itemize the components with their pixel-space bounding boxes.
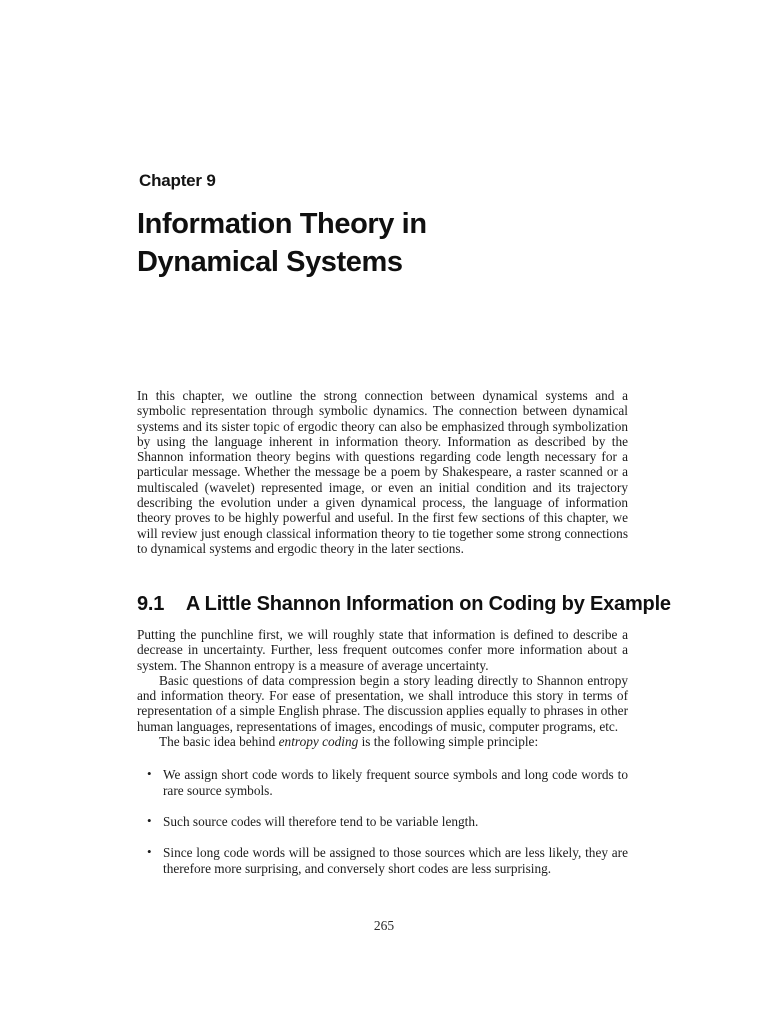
entropy-line-suffix: is the following simple principle: — [358, 734, 539, 750]
chapter-title-line2: Dynamical Systems — [137, 246, 403, 278]
paragraph-basic-questions: Basic questions of data compression begin a story leading directly to Shannon entropy and information theory. For ease of presentation, we shall introduce this story in terms of representation of a simple English phrase. The discussion applies equally to phrases in other human languages, representations of images, encodings of music, computer programs, etc. — [137, 672, 628, 734]
paragraph-entropy-coding — [137, 734, 628, 749]
chapter-label: Chapter 9 — [139, 171, 216, 190]
page-number: 265 — [373, 918, 395, 933]
section-number: 9.1 — [137, 593, 165, 615]
chapter-title-line1: Information Theory in — [137, 208, 427, 240]
list-item — [137, 845, 628, 876]
chapter-title — [137, 205, 427, 281]
principle-list — [137, 767, 628, 875]
chapter-intro-paragraph: In this chapter, we outline the strong connection between dynamical systems and a symbolic representation through symbolic dynamics. The connection between dynamical systems and its sister topic of ergodic theory can also be emphasized through symbolization by using the language inherent in information theory. Information as described by the Shannon information theory begins with questions regarding code length necessary for a particular message. Whether the message be a poem by Shakespeare, a raster scanned or a multiscaled (wavelet) represented image, or even an initial condition and its trajectory describing the evolution under a given dynamical process, the language of information theory proves to be highly powerful and useful. In the first few sections of this chapter, we will review just enough classical information theory to tie together some strong connections to dynamical systems and ergodic theory in the later sections. — [137, 388, 628, 556]
entropy-line-prefix: The basic idea behind — [159, 734, 279, 750]
list-item — [137, 767, 628, 798]
list-item-text: Since long code words will be assigned to those sources which are less likely, they are therefore more surprising, and conversely short codes are less surprising. — [163, 845, 628, 876]
bullet-icon: • — [147, 844, 152, 860]
list-item-text: We assign short code words to likely frequent source symbols and long code words to rare source symbols. — [163, 767, 628, 798]
section-title: A Little Shannon Information on Coding by Example — [185, 593, 671, 615]
list-item-text: Such source codes will therefore tend to be variable length. — [163, 813, 479, 829]
paragraph-punchline: Putting the punchline first, we will roughly state that information is defined to describe a decrease in uncertainty. Further, less frequent outcomes confer more information about a system. The Shannon entropy is a measure of average uncertainty. — [137, 627, 628, 673]
list-item — [137, 814, 628, 829]
section-body — [137, 627, 628, 892]
entropy-coding-term: entropy coding — [278, 734, 359, 750]
bullet-icon: • — [147, 812, 152, 828]
bullet-icon: • — [147, 766, 152, 782]
section-heading — [137, 592, 671, 616]
